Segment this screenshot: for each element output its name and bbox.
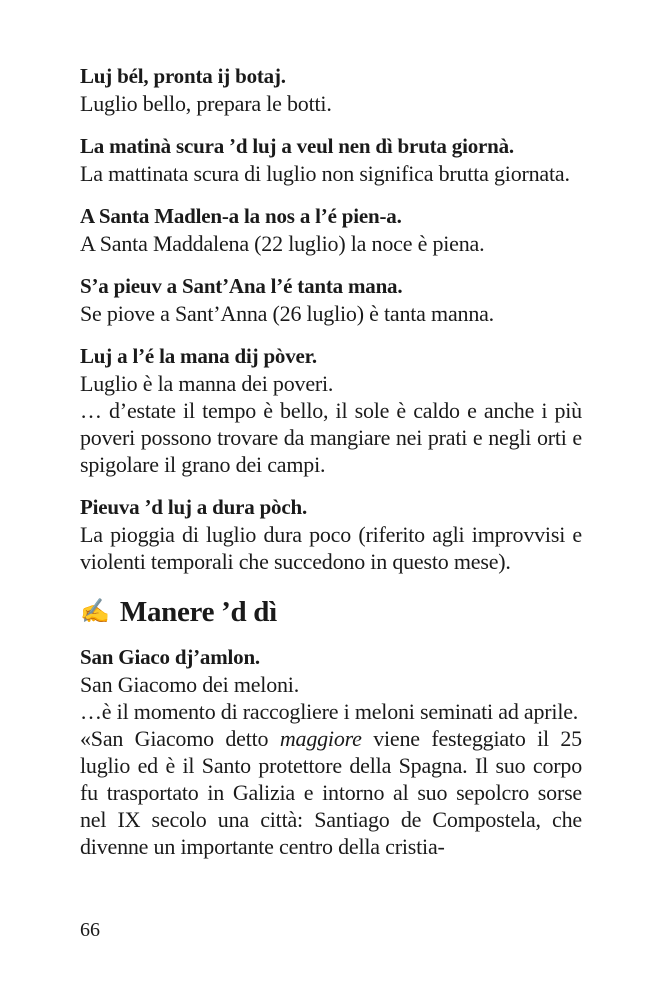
- proverb-piedmontese: San Giaco dj’amlon.: [80, 645, 260, 669]
- proverb-translation: Luglio è la manna dei poveri.: [80, 371, 334, 396]
- quote-text-end: viene festeggiato il 25 luglio ed è il Santo protettore della Spagna. Il suo corpo fu trasportato in Galizia e intorno al suo sepolcro sorse nel IX secolo una città: Santiago de Compostela, che divenne un importante centro della cristia-: [80, 726, 582, 859]
- proverb-entry: [80, 342, 582, 478]
- proverb-entry: [80, 493, 582, 575]
- quote-emphasis: maggiore: [279, 726, 362, 751]
- quote-text-start: «San Giacomo detto: [80, 726, 280, 751]
- proverb-entry: [80, 62, 582, 117]
- page-number: 66: [80, 919, 100, 941]
- proverb-piedmontese: Luj bél, pronta ij botaj.: [80, 64, 286, 88]
- proverb-piedmontese: A Santa Madlen-a la nos a l’é pien-a.: [80, 204, 402, 228]
- proverb-piedmontese: Luj a l’é la mana dij pòver.: [80, 344, 317, 368]
- proverb-entry: [80, 202, 582, 257]
- proverb-explanation: … d’estate il tempo è bello, il sole è caldo e anche i più poveri possono trovare da mangiare nei prati e negli orti e spigolare il grano dei campi.: [80, 398, 582, 477]
- proverb-translation: Luglio bello, prepara le botti.: [80, 91, 332, 116]
- section-title: Manere ’d dì: [119, 596, 277, 628]
- writing-hand-icon: ✍: [80, 599, 110, 625]
- proverb-piedmontese: Pieuva ’d luj a dura pòch.: [80, 495, 307, 519]
- proverb-entry: [80, 272, 582, 327]
- proverb-entry: [80, 643, 582, 860]
- proverb-translation: La mattinata scura di luglio non significa brutta giornata.: [80, 161, 570, 186]
- proverb-entry: [80, 132, 582, 187]
- proverb-translation: A Santa Maddalena (22 luglio) la noce è piena.: [80, 231, 485, 256]
- proverb-translation: San Giacomo dei meloni.: [80, 672, 300, 697]
- proverb-explanation: …è il momento di raccogliere i meloni seminati ad aprile.: [80, 699, 579, 724]
- proverb-piedmontese: La matinà scura ’d luj a veul nen dì bruta giornà.: [80, 134, 514, 158]
- proverb-translation: La pioggia di luglio dura poco (riferito agli improvvisi e violenti temporali che succedono in questo mese).: [80, 522, 582, 574]
- section-heading: [80, 595, 582, 629]
- proverb-piedmontese: S’a pieuv a Sant’Ana l’é tanta mana.: [80, 274, 403, 298]
- quote-paragraph: [80, 725, 582, 860]
- proverb-translation: Se piove a Sant’Anna (26 luglio) è tanta manna.: [80, 301, 494, 326]
